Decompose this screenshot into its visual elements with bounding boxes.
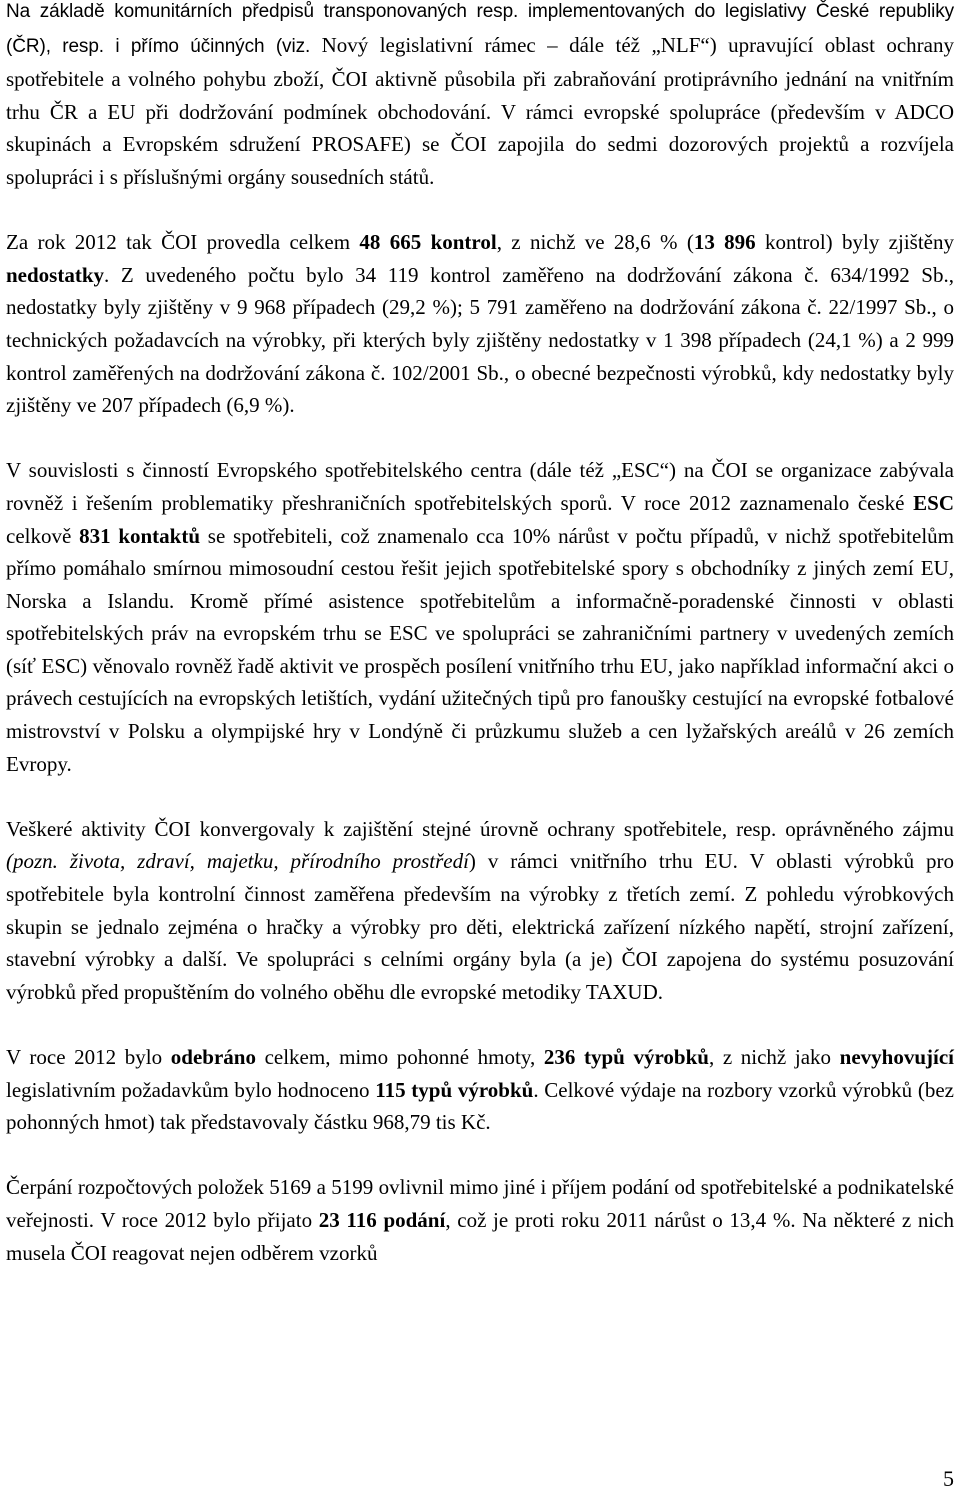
bold-noncompliant-types: 115 typů výrobků <box>375 1077 534 1102</box>
text-run: . Z uvedeného počtu bylo 34 119 kontrol zaměřeno na dodržování zákona č. 634/1992 Sb., nedostatky byly zjištěny v 9 968 případech (29,2 %); 5 791 zaměřeno na dodržování zákona č. 22/1997 Sb., o technických požadavcích na výrobky, při kterých byly zjištěny nedostatky v 1 398 případech (24,1 %) a 2 999 kontrol zaměřených na dodržování zákona č. 102/2001 Sb., o obecné bezpečnosti výrobků, kdy nedostatky byly zjištěny ve 207 případech (6,9 %). <box>6 262 954 418</box>
text-run: . Celkové výdaje na rozbory vzorků výrobků (bez pohonných hmot) tak představovaly částku 968,79 tis Kč. <box>6 1077 954 1135</box>
bold-noncompliant: nevyhovující <box>839 1045 955 1069</box>
bold-deficiency-count: 13 896 <box>693 230 756 255</box>
italic-note: (pozn. života, zdraví, majetku, přírodního prostředí <box>6 849 469 874</box>
bold-esc: ESC <box>913 490 954 515</box>
text-run: Za rok 2012 tak ČOI provedla celkem <box>6 230 360 255</box>
text-run: , což je proti roku 2011 nárůst o 13,4 %. Na některé z nich musela ČOI reagovat nejen odběrem vzorků <box>6 1207 954 1265</box>
bold-submissions: 23 116 podání <box>318 1207 446 1232</box>
bold-taken: odebráno <box>170 1045 256 1069</box>
paragraph-samples <box>6 1041 954 1139</box>
document-page <box>6 0 954 1269</box>
page-number: 5 <box>943 1466 954 1491</box>
text-run: kontrol) byly zjištěny <box>755 230 954 255</box>
bold-inspection-count: 48 665 kontrol <box>359 230 497 255</box>
text-run: , z nichž jako <box>708 1045 840 1069</box>
text-run: V souvislosti s činností Evropského spotřebitelského centra (dále též „ESC“) na ČOI se organizace zabývala rovněž i řešením problematiky přeshraničních spotřebitelských sporů. V roce 2012 zaznamenalo české <box>6 458 954 515</box>
paragraph-legislation-cooperation: V rámci evropské spolupráce (především v ADCO skupinách a Evropském sdružení PROSAFE) se ČOI zapojila do sedmi dozorových projektů a rozvíjela spolupráci i s příslušnými orgány sousedních států. <box>6 99 954 189</box>
paragraph-legislation-body: Nový legislativní rámec – dále též „NLF“) upravující oblast ochrany spotřebitele a volného pohybu zboží, ČOI aktivně působila při zabraňování protiprávního jednání na vnitřním trhu ČR a EU při dodržování podmínek obchodování. <box>6 32 954 124</box>
text-run: V roce 2012 bylo <box>6 1045 171 1069</box>
text-run: Čerpání rozpočtových položek 5169 a 5199 ovlivnil mimo jiné i příjem podání od spotřebitelské a podnikatelské veřejnosti. V roce 2012 bylo přijato <box>6 1175 954 1232</box>
text-run: Veškeré aktivity ČOI konvergovaly k zajištění stejné úrovně ochrany spotřebitele, resp. oprávněného zájmu <box>6 816 954 841</box>
text-run: , z nichž ve 28,6 % ( <box>496 230 694 255</box>
text-run: celkem, mimo pohonné hmoty, <box>255 1045 544 1069</box>
bold-deficiencies: nedostatky <box>6 262 105 287</box>
text-run: celkově <box>6 523 80 548</box>
paragraph-budget <box>6 1171 954 1269</box>
paragraph-esc <box>6 454 954 780</box>
bold-contacts: 831 kontaktů <box>79 523 201 548</box>
paragraph-legislation <box>6 0 954 194</box>
paragraph-activities <box>6 813 954 1009</box>
text-run: ) v rámci vnitřního trhu EU. V oblasti výrobků pro spotřebitele byla kontrolní činnost zaměřena především na výrobky z třetích zemí. Z pohledu výrobkových skupin se jednalo zejména o hračky a výrobky pro děti, elektrická zařízení nízkého napětí, strojní zařízení, stavební výrobky a další. Ve spolupráci s celními orgány byla (a je) ČOI zapojena do systému posuzování výrobků před propuštěním do volného oběhu dle evropské metodiky TAXUD. <box>6 849 954 1004</box>
paragraph-inspections <box>6 226 954 422</box>
paragraph-legislation-intro: Na základě komunitárních předpisů transponovaných resp. implementovaných do legislativy České republiky (ČR), resp. i přímo účinných (viz. <box>6 1 954 57</box>
text-run: se spotřebiteli, což znamenalo cca 10% nárůst v počtu případů, v nichž spotřebitelům přímo pomáhalo smírnou mimosoudní cestou řešit jejich spotřebitelské spory s obchodníky z jiných zemí EU, Norska a Islandu. Kromě přímé asistence spotřebitelům a informačně-poradenské činnosti v oblasti spotřebitelských práv na evropském trhu se ESC ve spolupráci se zahraničními partnery v uvedených zemích (síť ESC) věnovalo rovněž řadě aktivit ve prospěch posílení vnitřního trhu EU, jako například informační akci o právech cestujících na evropských letištích, vydání užitečných tipů pro fanoušky cestující na evropské fotbalové mistrovství v Polsku a olympijské hry v Londýně či průzkumu služeb a cen lyžařských areálů v 26 zemích Evropy. <box>6 523 955 776</box>
bold-product-types: 236 typů výrobků <box>543 1045 709 1069</box>
text-run: legislativním požadavkům bylo hodnoceno <box>6 1077 376 1102</box>
